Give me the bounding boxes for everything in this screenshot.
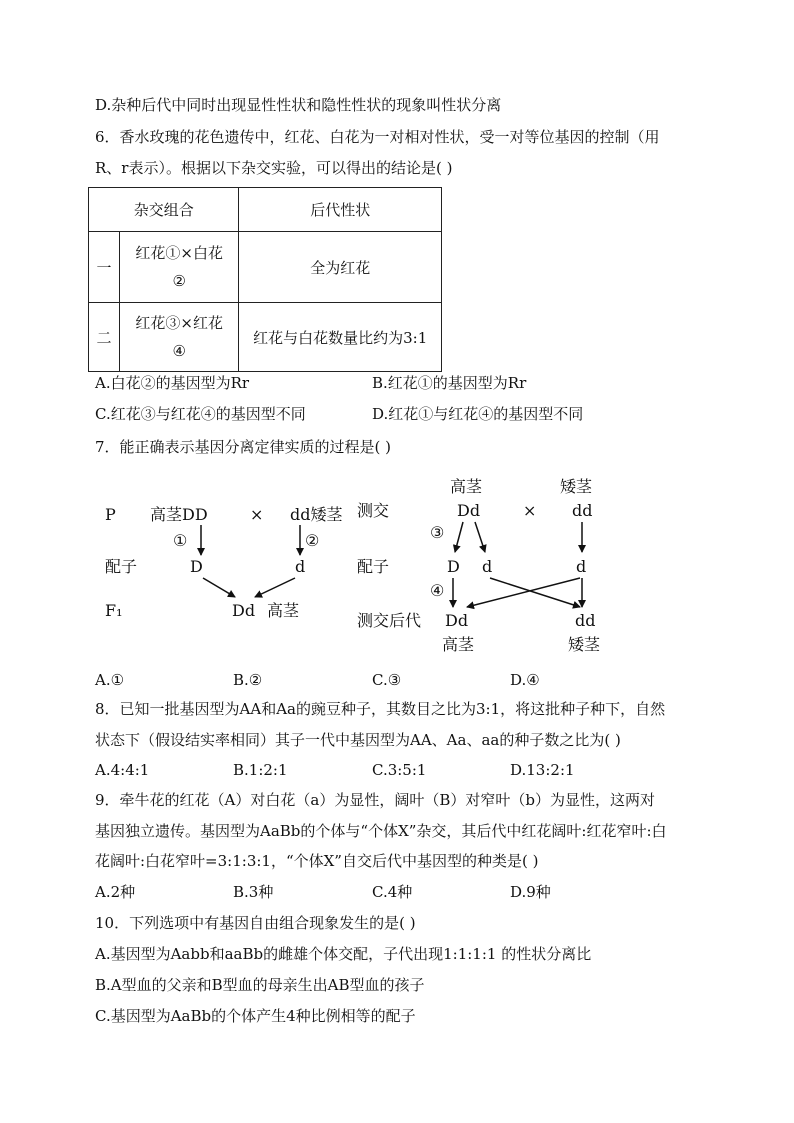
- right-gamete-small-d-2: d: [576, 557, 587, 576]
- q6-option-c: C.红花③与红花④的基因型不同: [95, 405, 306, 423]
- cross-line-b: ④: [172, 342, 186, 360]
- right-parent-1: Dd: [457, 501, 481, 520]
- label-gamete-right: 配子: [357, 557, 390, 576]
- genetics-diagram: [95, 470, 615, 660]
- question-9-line-2: 基因独立遗传。基因型为AaBb的个体与“个体X”杂交，其后代中红花阔叶:红花窄叶:白: [95, 822, 667, 840]
- offspring-dd-small: dd: [575, 611, 596, 630]
- q8-option-a: A.4:4:1: [95, 761, 150, 779]
- q10-option-c: C.基因型为AaBb的个体产生4种比例相等的配子: [95, 1007, 416, 1025]
- result-cell: 红花与白花数量比约为3:1: [239, 303, 442, 372]
- q6-option-b: B.红花①的基因型为Rr: [372, 374, 527, 392]
- left-parent-1: 高茎DD: [150, 505, 208, 524]
- table-row: [89, 232, 442, 303]
- f1-trait: 高茎: [267, 601, 300, 620]
- right-gamete-d: D: [447, 557, 460, 576]
- q8-option-d: D.13:2:1: [510, 761, 575, 779]
- q9-option-d: D.9种: [510, 883, 551, 901]
- question-8-line-2: 状态下（假设结实率相同）其子一代中基因型为AA、Aa、aa的种子数之比为( ): [95, 731, 621, 749]
- arrow-3: [455, 522, 463, 552]
- arrow-to-f1-right: [255, 578, 295, 597]
- row-number: 一: [89, 232, 120, 303]
- arrow-cross-1: [467, 578, 580, 607]
- offspring-trait-short: 矮茎: [568, 635, 601, 654]
- question-6-line-2: R、r表示）。根据以下杂交实验，可以得出的结论是( ): [95, 159, 453, 177]
- q9-option-a: A.2种: [95, 883, 136, 901]
- mark-2: ②: [305, 531, 320, 550]
- q8-option-b: B.1:2:1: [233, 761, 288, 779]
- label-testcross-offspring: 测交后代: [357, 611, 422, 630]
- cross-cell: [120, 303, 239, 372]
- arrow-to-f1-left: [203, 578, 235, 597]
- question-9-line-1: 9．牵牛花的红花（A）对白花（a）为显性，阔叶（B）对窄叶（b）为显性，这两对: [95, 791, 655, 809]
- table-header-result: 后代性状: [239, 188, 442, 232]
- label-gamete-left: 配子: [105, 557, 138, 576]
- left-times: ×: [250, 505, 264, 524]
- q10-option-b: B.A型血的父亲和B型血的母亲生出AB型血的孩子: [95, 976, 425, 994]
- arrow-3b: [475, 522, 485, 552]
- mark-1: ①: [173, 531, 188, 550]
- question-10: 10．下列选项中有基因自由组合现象发生的是( ): [95, 914, 416, 932]
- question-8-line-1: 8．已知一批基因型为AA和Aa的豌豆种子，其数目之比为3:1，将这批种子种下，自然: [95, 700, 666, 718]
- cross-table: [88, 187, 442, 372]
- table-row: [89, 303, 442, 372]
- line-option-d: D.杂种后代中同时出现显性性状和隐性性状的现象叫性状分离: [95, 96, 502, 114]
- mark-4: ④: [430, 581, 445, 600]
- table-header-cross: 杂交组合: [89, 188, 239, 232]
- left-gamete-small-d: d: [295, 557, 306, 576]
- question-7: 7．能正确表示基因分离定律实质的过程是( ): [95, 438, 392, 456]
- question-9-line-3: 花阔叶:白花窄叶=3:1:3:1，“个体X”自交后代中基因型的种类是( ): [95, 852, 539, 870]
- f1-genotype: Dd: [232, 601, 256, 620]
- left-parent-2: dd矮茎: [290, 505, 343, 524]
- right-parent-2: dd: [572, 501, 593, 520]
- label-f1: F₁: [105, 601, 123, 620]
- offspring-trait-tall: 高茎: [442, 635, 475, 654]
- question-6-line-1: 6．香水玫瑰的花色遗传中，红花、白花为一对相对性状，受一对等位基因的控制（用: [95, 128, 660, 146]
- cross-line-a: 红花③×红花: [135, 314, 223, 332]
- cross-line-a: 红花①×白花: [135, 244, 223, 262]
- q7-option-b: B.②: [233, 671, 263, 689]
- q7-option-a: A.①: [95, 671, 125, 689]
- q8-option-c: C.3:5:1: [372, 761, 427, 779]
- offspring-dd-big: Dd: [445, 611, 469, 630]
- q6-option-d: D.红花①与红花④的基因型不同: [372, 405, 584, 423]
- cross-line-b: ②: [172, 272, 186, 290]
- q10-option-a: A.基因型为Aabb和aaBb的雌雄个体交配，子代出现1:1:1:1 的性状分离比: [95, 945, 592, 963]
- right-gamete-small-d: d: [482, 557, 493, 576]
- label-p: P: [105, 505, 116, 524]
- result-cell: 全为红花: [239, 232, 442, 303]
- right-times: ×: [523, 501, 537, 520]
- q7-option-d: D.④: [510, 671, 540, 689]
- q9-option-b: B.3种: [233, 883, 274, 901]
- q9-option-c: C.4种: [372, 883, 413, 901]
- left-gamete-d: D: [190, 557, 203, 576]
- q7-option-c: C.③: [372, 671, 402, 689]
- right-title-short: 矮茎: [560, 477, 593, 496]
- q6-option-a: A.白花②的基因型为Rr: [95, 374, 250, 392]
- arrow-cross-2: [490, 578, 580, 607]
- mark-3: ③: [430, 523, 445, 542]
- right-title-tall: 高茎: [450, 477, 483, 496]
- row-number: 二: [89, 303, 120, 372]
- label-testcross: 测交: [357, 501, 390, 520]
- cross-cell: [120, 232, 239, 303]
- table-header-row: [89, 188, 442, 232]
